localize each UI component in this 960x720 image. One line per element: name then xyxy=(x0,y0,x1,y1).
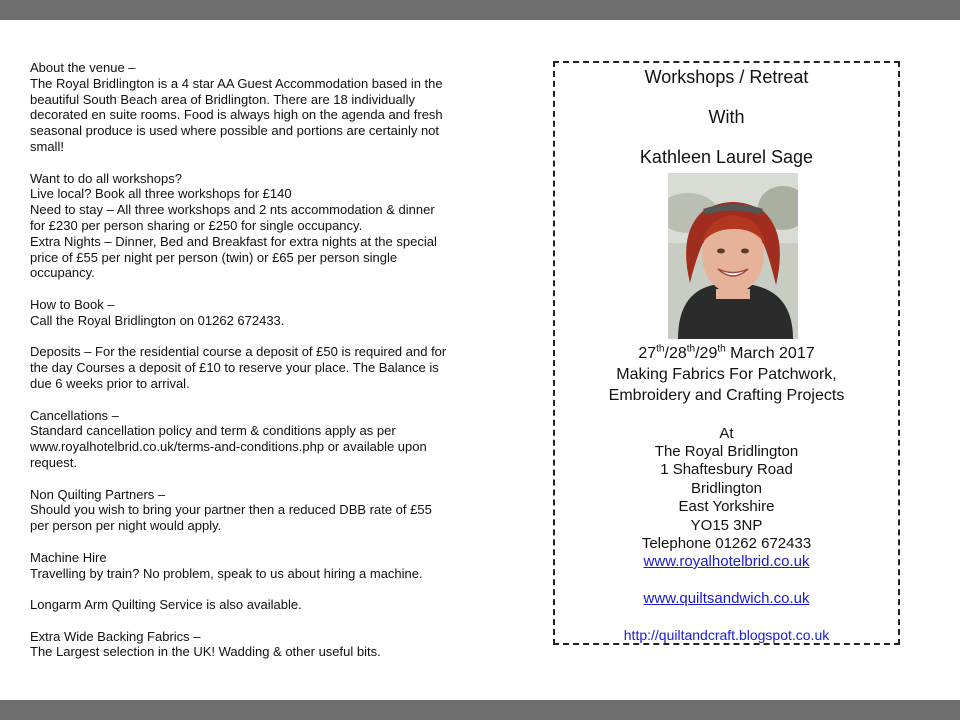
date-suffix: th xyxy=(686,343,696,355)
text-line: Call the Royal Bridlington on 01262 672433. xyxy=(30,312,285,328)
text-line: Standard cancellation policy and term & conditions apply as per xyxy=(30,423,396,439)
course-title-line-1: Making Fabrics For Patchwork, xyxy=(616,366,837,383)
text-line: Live local? Book all three workshops for £140 xyxy=(30,186,292,202)
venue-info-column xyxy=(30,60,500,676)
date-3: 29 xyxy=(699,345,718,362)
machine-hire-section xyxy=(30,550,500,582)
text-line: small! xyxy=(30,138,64,154)
tutor-name: Kathleen Laurel Sage xyxy=(639,147,814,167)
flyer-title: Workshops / Retreat xyxy=(644,67,809,87)
address-postcode: YO15 3NP xyxy=(690,517,763,534)
date-month-year: March 2017 xyxy=(725,345,815,362)
partners-heading: Non Quilting Partners – xyxy=(30,486,166,502)
date-suffix: th xyxy=(656,343,665,355)
text-line: per person per night would apply. xyxy=(30,518,222,534)
address-town: Bridlington xyxy=(691,480,762,497)
at-label: At xyxy=(719,425,734,442)
hotel-website-link[interactable]: www.royalhotelbrid.co.uk xyxy=(643,553,810,570)
text-line: Longarm Arm Quilting Service is also available. xyxy=(30,597,302,613)
link-row-blog xyxy=(555,627,898,645)
all-workshops-section xyxy=(30,171,500,282)
bottom-frame-bar xyxy=(0,700,960,720)
text-line: Extra Nights – Dinner, Bed and Breakfast for extra nights at the special xyxy=(30,233,437,249)
workshop-dates xyxy=(555,345,898,363)
address-street: 1 Shaftesbury Road xyxy=(660,461,793,478)
text-line: Should you wish to bring your partner then a reduced DBB rate of £55 xyxy=(30,502,432,518)
tutor-portrait-image xyxy=(668,173,798,339)
text-line: The Largest selection in the UK! Wadding & other useful bits. xyxy=(30,644,381,660)
date-1: 27 xyxy=(638,345,657,362)
quiltsandwich-website-link[interactable]: www.quiltsandwich.co.uk xyxy=(643,590,810,607)
text-line: request. xyxy=(30,454,77,470)
text-line: decorated en suite rooms. Food is always high on the agenda and fresh xyxy=(30,107,443,123)
text-line: the day Courses a deposit of £10 to reserve your place. The Balance is xyxy=(30,360,439,376)
backing-fabrics-section xyxy=(30,629,500,661)
about-venue-section xyxy=(30,60,500,155)
how-to-book-section xyxy=(30,297,500,329)
link-row-quiltsandwich xyxy=(555,590,898,608)
blog-link[interactable]: http://quiltandcraft.blogspot.co.uk xyxy=(623,627,830,643)
date-separator: / xyxy=(664,345,669,362)
how-to-book-heading: How to Book – xyxy=(30,296,115,312)
link-row-hotel xyxy=(555,553,898,571)
text-line: www.royalhotelbrid.co.uk/terms-and-conditions.php or available upon xyxy=(30,439,427,455)
text-line: occupancy. xyxy=(30,265,95,281)
deposits-heading: Deposits – For the residential course a deposit of £50 is required and for xyxy=(30,344,447,360)
text-line: Need to stay – All three workshops and 2 nts accommodation & dinner xyxy=(30,202,435,218)
machine-hire-heading: Machine Hire xyxy=(30,549,107,565)
all-workshops-heading: Want to do all workshops? xyxy=(30,170,182,186)
text-line: for £230 per person sharing or £250 for single occupancy. xyxy=(30,217,363,233)
flyer-with: With xyxy=(708,107,745,127)
date-suffix: th xyxy=(717,343,726,355)
telephone: Telephone 01262 672433 xyxy=(641,535,812,552)
longarm-section xyxy=(30,597,500,613)
address-county: East Yorkshire xyxy=(678,498,775,515)
text-line: price of £55 per night per person (twin) or £65 per person single xyxy=(30,249,398,265)
workshop-flyer xyxy=(553,61,900,645)
course-title-line-2: Embroidery and Crafting Projects xyxy=(608,387,845,404)
text-line: Travelling by train? No problem, speak to us about hiring a machine. xyxy=(30,565,423,581)
text-line: The Royal Bridlington is a 4 star AA Guest Accommodation based in the xyxy=(30,75,443,91)
date-2: 28 xyxy=(668,345,687,362)
cancellations-section xyxy=(30,408,500,471)
cancellations-heading: Cancellations – xyxy=(30,407,119,423)
about-venue-heading: About the venue – xyxy=(30,60,136,75)
date-separator: / xyxy=(695,345,700,362)
tutor-photo xyxy=(668,173,798,339)
address-venue: The Royal Bridlington xyxy=(654,443,799,460)
top-frame-bar xyxy=(0,0,960,20)
deposits-section xyxy=(30,344,500,391)
backing-fabrics-heading: Extra Wide Backing Fabrics – xyxy=(30,628,201,644)
partners-section xyxy=(30,487,500,534)
text-line: beautiful South Beach area of Bridlington. There are 18 individually xyxy=(30,91,415,107)
text-line: seasonal produce is used where possible and portions are certainly not xyxy=(30,123,440,139)
text-line: due 6 weeks prior to arrival. xyxy=(30,375,190,391)
